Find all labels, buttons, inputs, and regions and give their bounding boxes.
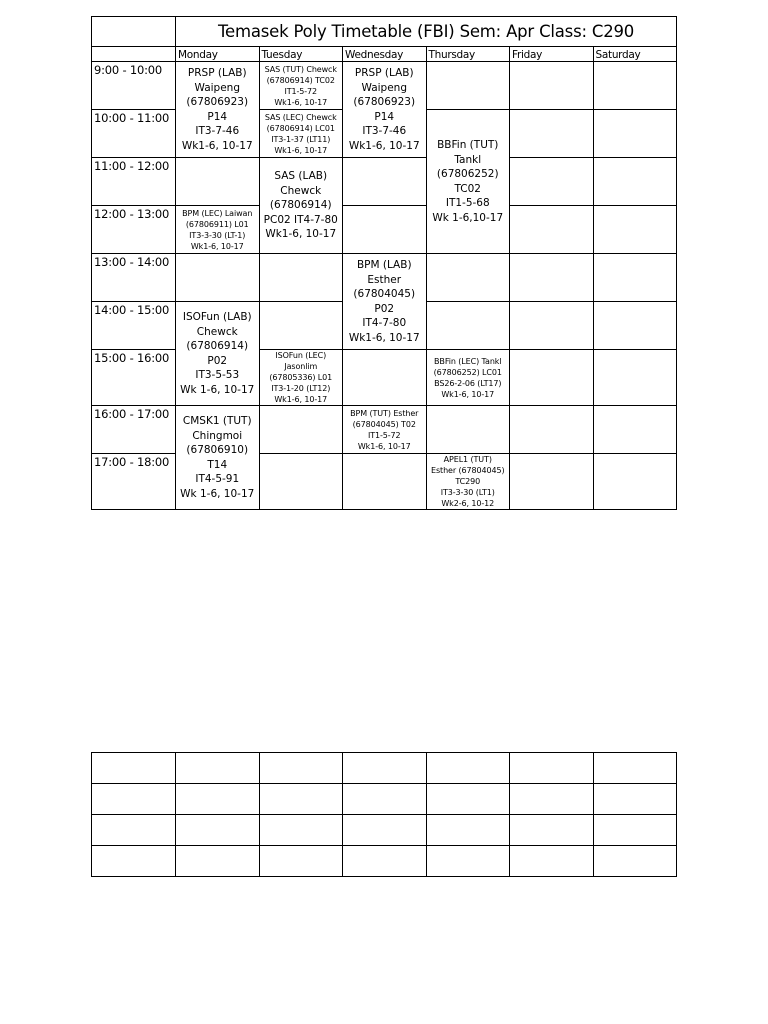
blank-cell xyxy=(92,753,176,784)
blank-grid xyxy=(91,752,677,877)
class-block-tue-sas-tut: SAS (TUT) Chewck (67806914) TC02 IT1-5-72 Wk1-6, 10-17 xyxy=(259,62,343,110)
empty-cell xyxy=(426,406,510,454)
time-slot: 11:00 - 12:00 xyxy=(92,158,176,206)
empty-cell xyxy=(176,254,260,302)
day-header-wednesday: Wednesday xyxy=(343,47,427,62)
class-block-tue-sas-lab: SAS (LAB) Chewck (67806914) PC02 IT4-7-80 Wk1-6, 10-17 xyxy=(259,158,343,254)
empty-cell xyxy=(593,302,677,350)
time-slot: 13:00 - 14:00 xyxy=(92,254,176,302)
class-block-tue-isofun-lec: ISOFun (LEC) Jasonlim (67805336) L01 IT3-1-20 (LT12) Wk1-6, 10-17 xyxy=(259,350,343,406)
blank-cell xyxy=(92,815,176,846)
empty-cell xyxy=(593,406,677,454)
blank-cell xyxy=(343,846,427,877)
blank-row xyxy=(92,784,677,815)
blank-cell xyxy=(259,753,343,784)
class-block-mon-bpm-lec: BPM (LEC) Laiwan (67806911) L01 IT3-3-30 (LT-1) Wk1-6, 10-17 xyxy=(176,206,260,254)
timetable xyxy=(91,16,677,510)
blank-cell xyxy=(92,784,176,815)
empty-cell xyxy=(510,110,594,158)
blank-cell xyxy=(593,784,677,815)
time-slot: 9:00 - 10:00 xyxy=(92,62,176,110)
blank-cell xyxy=(510,753,594,784)
class-block-tue-sas-lec: SAS (LEC) Chewck (67806914) LC01 IT3-1-37 (LT11) Wk1-6, 10-17 xyxy=(259,110,343,158)
timetable-title: Temasek Poly Timetable (FBI) Sem: Apr Class: C290 xyxy=(176,17,677,47)
empty-cell xyxy=(343,206,427,254)
blank-row xyxy=(92,815,677,846)
day-header-thursday: Thursday xyxy=(426,47,510,62)
blank-cell xyxy=(510,815,594,846)
class-block-mon-cmsk1-tut: CMSK1 (TUT) Chingmoi (67806910) T14 IT4-5-91 Wk 1-6, 10-17 xyxy=(176,406,260,510)
time-slot: 12:00 - 13:00 xyxy=(92,206,176,254)
empty-cell xyxy=(510,62,594,110)
class-block-wed-bpm-tut: BPM (TUT) Esther (67804045) T02 IT1-5-72 Wk1-6, 10-17 xyxy=(343,406,427,454)
blank-row xyxy=(92,846,677,877)
empty-cell xyxy=(593,254,677,302)
empty-cell xyxy=(593,110,677,158)
blank-row xyxy=(92,753,677,784)
time-slot: 15:00 - 16:00 xyxy=(92,350,176,406)
blank-cell xyxy=(176,753,260,784)
empty-cell xyxy=(510,254,594,302)
class-block-thu-apel1-tut: APEL1 (TUT) Esther (67804045) TC290 IT3-3-30 (LT1) Wk2-6, 10-12 xyxy=(426,454,510,510)
empty-cell xyxy=(510,302,594,350)
empty-cell xyxy=(593,62,677,110)
empty-cell xyxy=(426,302,510,350)
class-block-thu-bbfin-tut: BBFin (TUT) Tankl (67806252) TC02 IT1-5-68 Wk 1-6,10-17 xyxy=(426,110,510,254)
empty-cell xyxy=(593,158,677,206)
empty-cell xyxy=(510,350,594,406)
time-slot: 17:00 - 18:00 xyxy=(92,454,176,510)
empty-cell xyxy=(510,206,594,254)
blank-cell xyxy=(176,815,260,846)
empty-cell xyxy=(426,254,510,302)
blank-cell xyxy=(593,846,677,877)
class-block-wed-prsp-lab: PRSP (LAB) Waipeng (67806923) P14 IT3-7-46 Wk1-6, 10-17 xyxy=(343,62,427,158)
blank-cell xyxy=(343,753,427,784)
day-header-friday: Friday xyxy=(510,47,594,62)
class-block-wed-bpm-lab: BPM (LAB) Esther (67804045) P02 IT4-7-80 Wk1-6, 10-17 xyxy=(343,254,427,350)
day-header-monday: Monday xyxy=(176,47,260,62)
empty-cell xyxy=(593,350,677,406)
empty-cell xyxy=(510,406,594,454)
blank-cell xyxy=(176,784,260,815)
blank-cell xyxy=(426,784,510,815)
empty-cell xyxy=(343,454,427,510)
empty-cell xyxy=(259,406,343,454)
empty-cell xyxy=(259,454,343,510)
blank-cell xyxy=(426,753,510,784)
blank-cell xyxy=(426,846,510,877)
blank-cell xyxy=(593,753,677,784)
blank-cell xyxy=(176,846,260,877)
empty-cell xyxy=(176,158,260,206)
blank-cell xyxy=(343,815,427,846)
empty-cell xyxy=(259,254,343,302)
blank-cell xyxy=(510,846,594,877)
empty-cell xyxy=(510,158,594,206)
blank-cell xyxy=(593,815,677,846)
day-header-tuesday: Tuesday xyxy=(259,47,343,62)
empty-cell xyxy=(593,206,677,254)
blank-cell xyxy=(510,784,594,815)
class-block-mon-isofun-lab: ISOFun (LAB) Chewck (67806914) P02 IT3-5-53 Wk 1-6, 10-17 xyxy=(176,302,260,406)
blank-cell xyxy=(259,784,343,815)
empty-cell xyxy=(343,158,427,206)
day-header-saturday: Saturday xyxy=(593,47,677,62)
time-slot: 14:00 - 15:00 xyxy=(92,302,176,350)
time-header-cell xyxy=(92,47,176,62)
time-slot: 16:00 - 17:00 xyxy=(92,406,176,454)
class-block-mon-prsp-lab: PRSP (LAB) Waipeng (67806923) P14 IT3-7-46 Wk1-6, 10-17 xyxy=(176,62,260,158)
blank-cell xyxy=(259,815,343,846)
time-slot: 10:00 - 11:00 xyxy=(92,110,176,158)
empty-cell xyxy=(426,62,510,110)
class-block-thu-bbfin-lec: BBFin (LEC) Tankl (67806252) LC01 BS26-2-06 (LT17) Wk1-6, 10-17 xyxy=(426,350,510,406)
corner-cell xyxy=(92,17,176,47)
empty-cell xyxy=(510,454,594,510)
blank-cell xyxy=(92,846,176,877)
blank-cell xyxy=(426,815,510,846)
blank-cell xyxy=(343,784,427,815)
empty-cell xyxy=(593,454,677,510)
empty-cell xyxy=(343,350,427,406)
empty-cell xyxy=(259,302,343,350)
blank-cell xyxy=(259,846,343,877)
